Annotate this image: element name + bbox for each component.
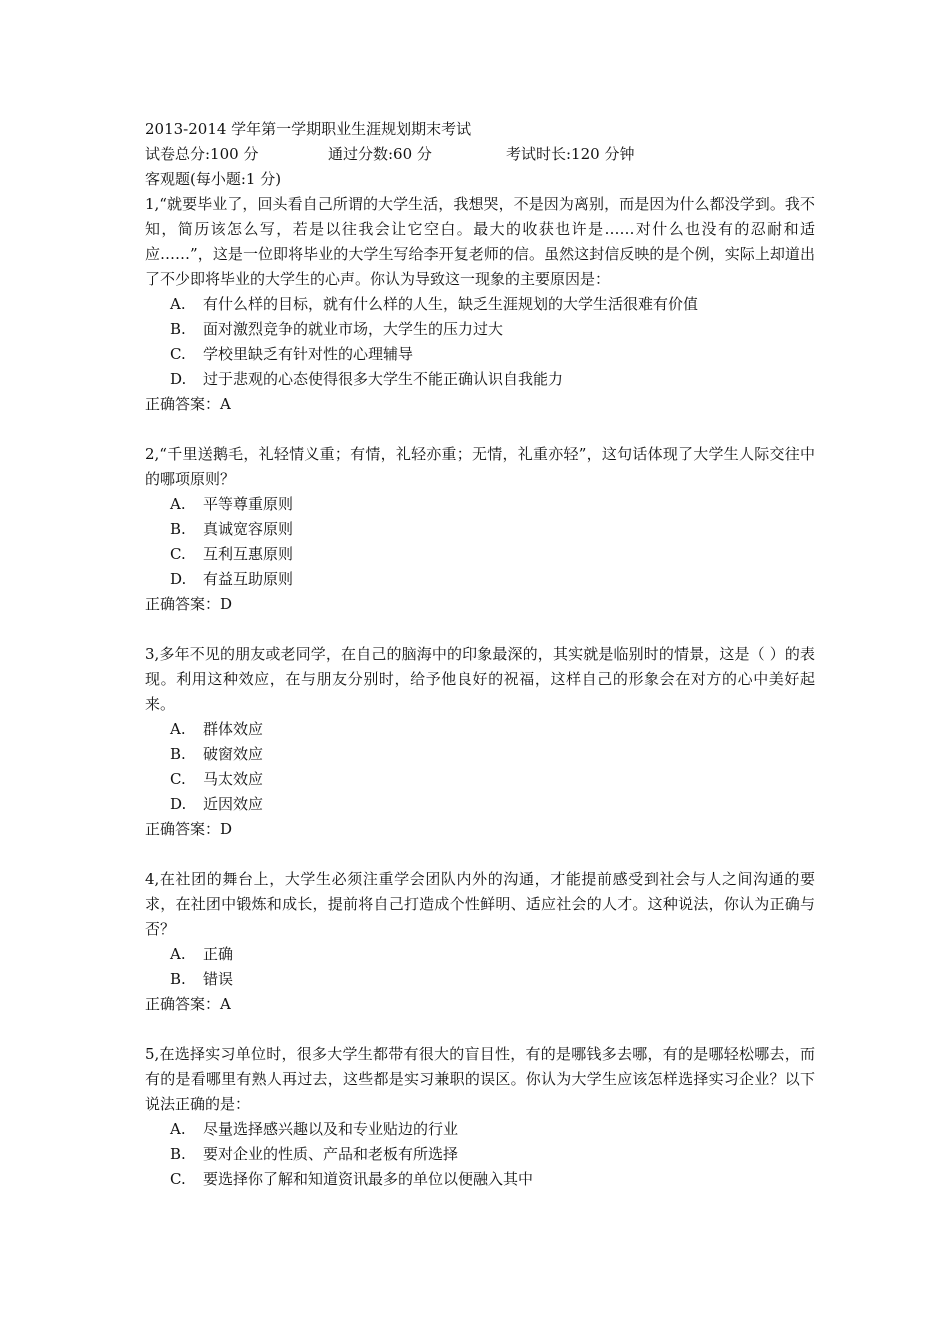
option-letter: B. [170, 520, 186, 538]
option-c [145, 1167, 815, 1192]
option-letter: A. [170, 295, 186, 313]
option-text: 近因效应 [203, 795, 264, 813]
question-text: 2,“千里送鹅毛，礼轻情义重；有情，礼轻亦重；无情，礼重亦轻”，这句话体现了大学生人际交往中的哪项原则？ [145, 445, 815, 488]
option-letter: A. [170, 945, 186, 963]
question-text: 5,在选择实习单位时，很多大学生都带有很大的盲目性，有的是哪钱多去哪，有的是哪轻松哪去，而有的是看哪里有熟人再过去，这些都是实习兼职的误区。你认为大学生应该怎样选择实习企业？以下说法正确的是： [145, 1045, 815, 1113]
option-a [145, 942, 815, 967]
question-5 [145, 1042, 815, 1192]
option-text: 群体效应 [203, 720, 264, 738]
section-heading: 客观题(每小题:1 分) [145, 170, 282, 188]
option-letter: C. [170, 545, 186, 563]
option-c [145, 767, 815, 792]
option-text: 互利互惠原则 [203, 545, 294, 563]
option-letter: C. [170, 770, 186, 788]
option-a [145, 717, 815, 742]
question-text: 3,多年不见的朋友或老同学，在自己的脑海中的印象最深的，其实就是临别时的情景，这是（ ）的表现。利用这种效应，在与朋友分别时，给予他良好的祝福，这样自己的形象会在对方的心中美好起来。 [145, 645, 815, 713]
correct-answer: 正确答案：A [145, 995, 231, 1013]
spacer [145, 617, 815, 642]
option-text: 真诚宽容原则 [203, 520, 294, 538]
option-d [145, 792, 815, 817]
option-b [145, 317, 815, 342]
correct-answer: 正确答案：A [145, 395, 231, 413]
option-d [145, 367, 815, 392]
option-text: 要对企业的性质、产品和老板有所选择 [203, 1145, 459, 1163]
option-letter: A. [170, 720, 186, 738]
question-2 [145, 442, 815, 617]
option-b [145, 967, 815, 992]
option-letter: B. [170, 1145, 186, 1163]
option-list [145, 492, 815, 592]
option-text: 平等尊重原则 [203, 495, 294, 513]
option-b [145, 742, 815, 767]
option-a [145, 292, 815, 317]
option-text: 错误 [203, 970, 234, 988]
option-letter: B. [170, 970, 186, 988]
option-a [145, 492, 815, 517]
option-list [145, 717, 815, 817]
option-text: 马太效应 [203, 770, 264, 788]
correct-answer: 正确答案：D [145, 595, 233, 613]
option-letter: D. [170, 570, 187, 588]
option-c [145, 342, 815, 367]
exam-title: 2013-2014 学年第一学期职业生涯规划期末考试 [145, 120, 472, 138]
spacer [145, 1017, 815, 1042]
exam-duration: 考试时长:120 分钟 [506, 145, 635, 163]
option-text: 有益互助原则 [203, 570, 294, 588]
pass-score: 通过分数:60 分 [328, 145, 432, 163]
option-list [145, 292, 815, 392]
exam-document [145, 117, 815, 1192]
option-letter: C. [170, 1170, 186, 1188]
question-1 [145, 192, 815, 417]
option-letter: B. [170, 745, 186, 763]
option-text: 过于悲观的心态使得很多大学生不能正确认识自我能力 [203, 370, 564, 388]
option-letter: C. [170, 345, 186, 363]
option-d [145, 567, 815, 592]
total-score: 试卷总分:100 分 [145, 145, 259, 163]
option-b [145, 1142, 815, 1167]
spacer [145, 842, 815, 867]
option-letter: D. [170, 795, 187, 813]
exam-meta [145, 142, 815, 167]
option-b [145, 517, 815, 542]
option-list [145, 1117, 815, 1192]
option-text: 面对激烈竞争的就业市场，大学生的压力过大 [203, 320, 504, 338]
question-text: 4,在社团的舞台上，大学生必须注重学会团队内外的沟通，才能提前感受到社会与人之间沟通的要求，在社团中锻炼和成长，提前将自己打造成个性鲜明、适应社会的人才。这种说法，你认为正确与否？ [145, 870, 815, 938]
question-text: 1,“就要毕业了，回头看自己所谓的大学生活，我想哭，不是因为离别，而是因为什么都没学到。我不知，简历该怎么写，若是以往我会让它空白。最大的收获也许是……对什么也没有的忍耐和适应……”，这是一位即将毕业的大学生写给李开复老师的信。虽然这封信反映的是个例，实际上却道出了不少即将毕业的大学生的心声。你认为导致这一现象的主要原因是： [145, 195, 815, 288]
option-text: 破窗效应 [203, 745, 264, 763]
correct-answer: 正确答案：D [145, 820, 233, 838]
option-letter: D. [170, 370, 187, 388]
option-text: 有什么样的目标，就有什么样的人生，缺乏生涯规划的大学生活很难有价值 [203, 295, 699, 313]
option-text: 尽量选择感兴趣以及和专业贴边的行业 [203, 1120, 459, 1138]
spacer [145, 417, 815, 442]
option-letter: A. [170, 495, 186, 513]
question-3 [145, 642, 815, 842]
option-letter: A. [170, 1120, 186, 1138]
option-a [145, 1117, 815, 1142]
question-4 [145, 867, 815, 1017]
option-list [145, 942, 815, 992]
option-letter: B. [170, 320, 186, 338]
option-text: 学校里缺乏有针对性的心理辅导 [203, 345, 414, 363]
option-c [145, 542, 815, 567]
option-text: 要选择你了解和知道资讯最多的单位以便融入其中 [203, 1170, 534, 1188]
option-text: 正确 [203, 945, 234, 963]
